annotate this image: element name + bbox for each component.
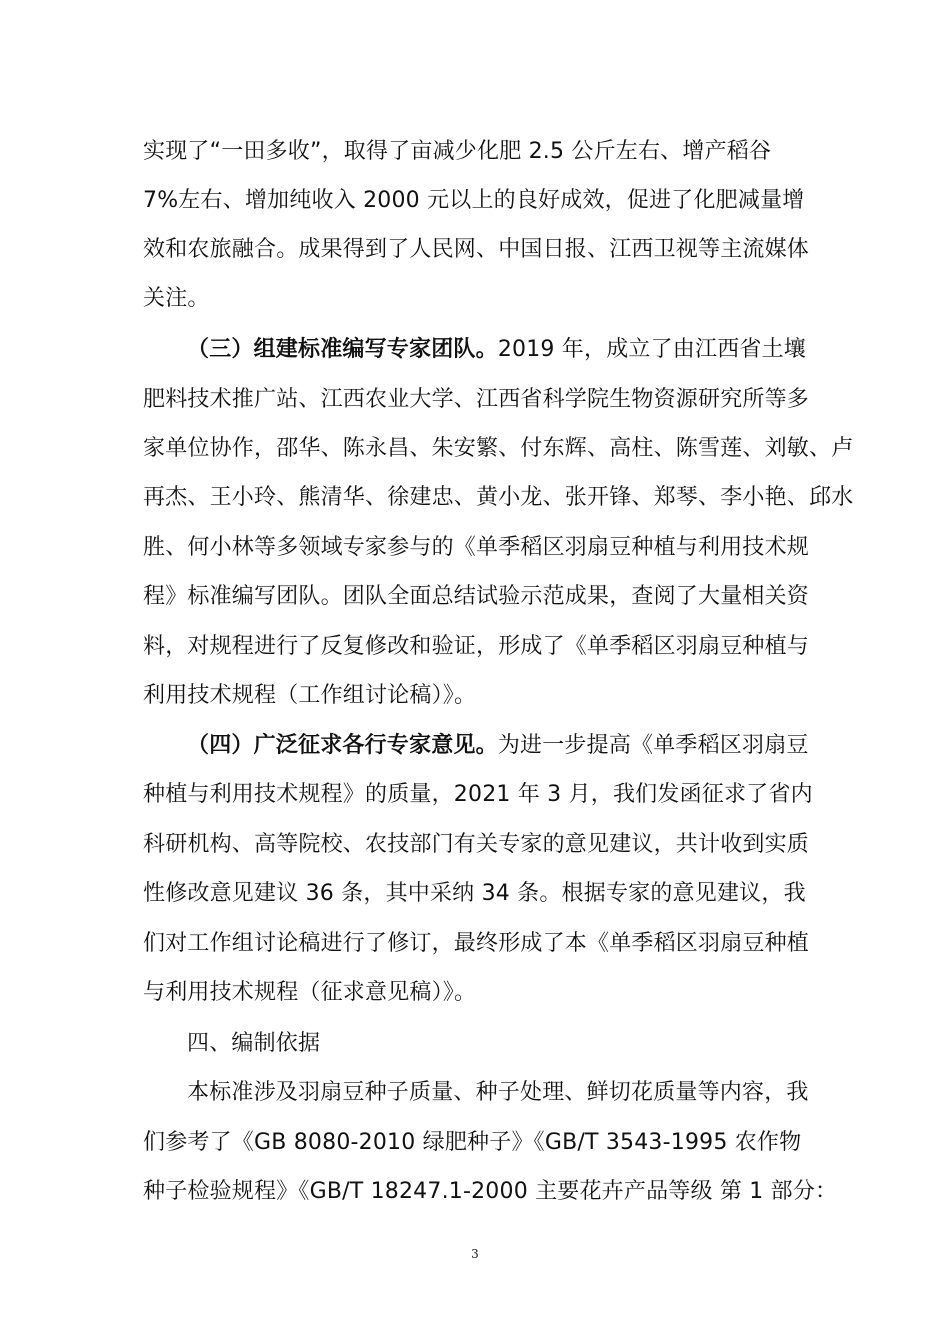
paragraph-line: 关注。 [143, 286, 210, 311]
paragraph-line: 料，对规程进行了反复修改和验证，形成了《单季稻区羽扇豆种植与 [143, 634, 810, 659]
section-4-heading: （四）广泛征求各行专家意见。 [187, 733, 498, 758]
section-4-first-line-text: 为进一步提高《单季稻区羽扇豆 [497, 733, 809, 758]
paragraph-line: 种植与利用技术规程》的质量，2021 年 3 月，我们发函征求了省内 [143, 782, 813, 807]
section-3-first-line-text: 2019 年，成立了由江西省土壤 [497, 337, 806, 362]
page-number: 3 [471, 1247, 479, 1261]
paragraph-line: 科研机构、高等院校、农技部门有关专家的意见建议，共计收到实质 [143, 832, 810, 857]
paragraph-line: 家单位协作，邵华、陈永昌、朱安繁、付东辉、高柱、陈雪莲、刘敏、卢 [143, 436, 854, 461]
section-3-first-line [187, 330, 823, 370]
section-basis-heading: 四、编制依据 [187, 1031, 321, 1056]
paragraph-line: 与利用技术规程（征求意见稿）》。 [143, 980, 477, 1005]
paragraph-line: 7%左右、增加纯收入 2000 元以上的良好成效，促进了化肥减量增 [143, 188, 805, 213]
section-4-first-line [187, 726, 823, 766]
paragraph-line: 性修改意见建议 36 条，其中采纳 34 条。根据专家的意见建议，我 [143, 881, 806, 906]
paragraph-line: 程》标准编写团队。团队全面总结试验示范成果，查阅了大量相关资 [143, 584, 810, 609]
paragraph-line: 们参考了《GB 8080-2010 绿肥种子》《GB/T 3543-1995 农作物 [143, 1130, 802, 1155]
paragraph-line: 种子检验规程》《GB/T 18247.1-2000 主要花卉产品等级 第 1 部分： [143, 1179, 838, 1204]
section-basis-first-line: 本标准涉及羽扇豆种子质量、种子处理、鲜切花质量等内容，我 [187, 1080, 809, 1105]
section-3-heading: （三）组建标准编写专家团队。 [187, 337, 498, 362]
paragraph-line: 再杰、王小玲、熊清华、徐建忠、黄小龙、张开锋、郑琴、李小艳、邱水 [143, 485, 854, 510]
paragraph-line: 利用技术规程（工作组讨论稿）》。 [143, 683, 477, 708]
paragraph-line: 实现了“一田多收”，取得了亩减少化肥 2.5 公斤左右、增产稻谷 [143, 139, 772, 164]
paragraph-line: 们对工作组讨论稿进行了修订，最终形成了本《单季稻区羽扇豆种植 [143, 931, 810, 956]
paragraph-line: 效和农旅融合。成果得到了人民网、中国日报、江西卫视等主流媒体 [143, 237, 810, 262]
paragraph-line: 肥料技术推广站、江西农业大学、江西省科学院生物资源研究所等多 [143, 387, 810, 412]
paragraph-line: 胜、何小林等多领域专家参与的《单季稻区羽扇豆种植与利用技术规 [143, 535, 810, 560]
